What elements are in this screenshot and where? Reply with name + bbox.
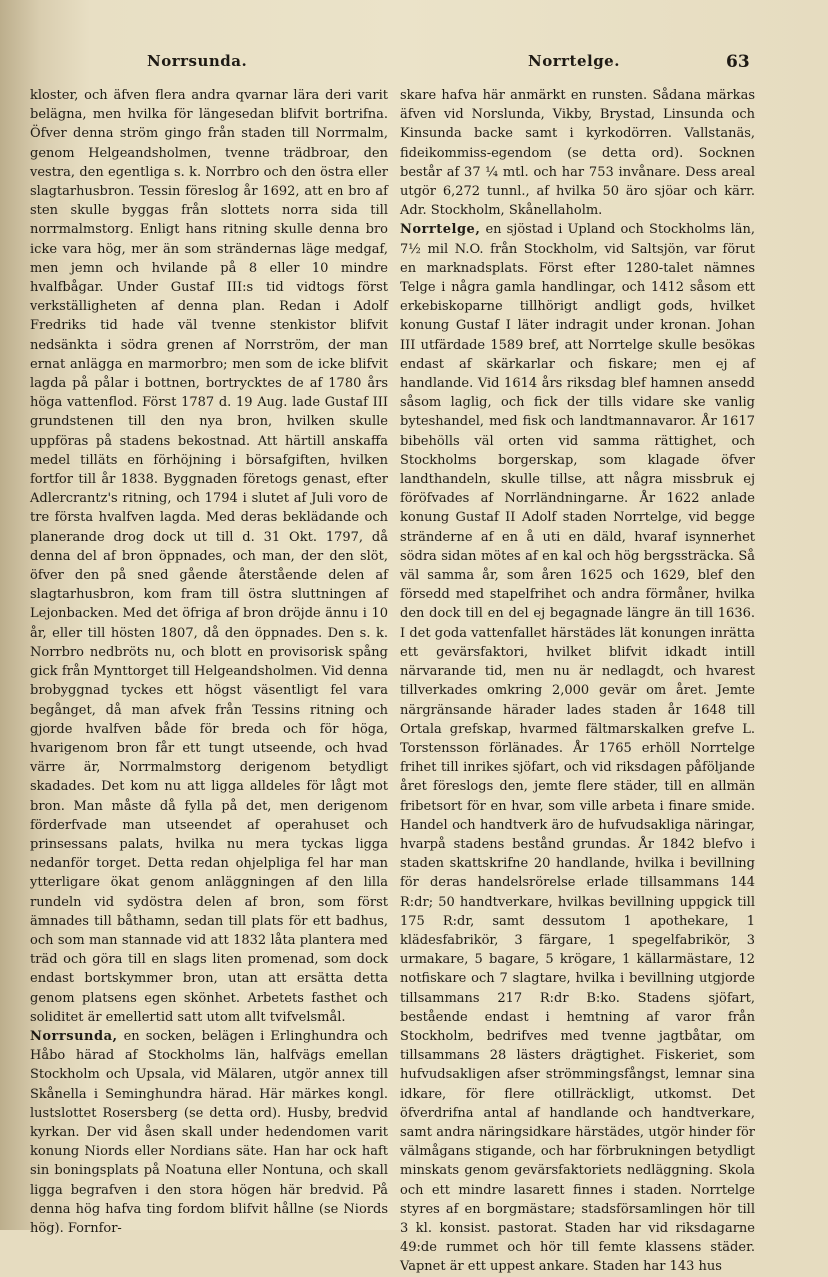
entry-text: en sjöstad i Upland och Stockholms län, 7½ mil N.O. från Stockholm, vid Saltsjön, var förut en marknadsplats. Först efter 1280-talet nämnes Telge i några gamla handlingar, och 1412 såsom ett erkebiskoparne tillhörigt andligt gods, hvilket konung Gustaf I läter indragit under kronan. Johan III utfärdade 1589 bref, att Norrtelge skulle besökas endast af skärkarlar och fiskare; men ej af handlande. Vid 1614 års riksdag blef hamnen ansedd såsom laglig, och fick der tills vidare ske vanlig byteshandel, med fisk och landtmannavaror. År 1617 bibehölls väl orten vid samma rättighet, och Stockholms borgerskap, som klagade öfver landthandeln, skulle tillse, att några missbruk ej föröfvades af Norrländningarne. År 1622 anlade konung Gustaf II Adolf staden Norrtelge, vid begge stränderne af en å uti en däld, hvaraf isynnerhet södra sidan mötes af en kal och hög bergssträcka. Så väl samma år, som åren 1625 och 1629, blef den försedd med stapelfrihet och andra förmåner, hvilka den dock till en del ej begagnade längre än till 1636. I det goda vattenfallet härstädes lät konungen inrätta ett gevärsfaktori, hvilket blifvit idkadt intill närvarande tid, men nu är nedlagdt, och hvarest tillverkades omkring 2,000 gevär om året. Jemte närgränsande härader lades staden år 1648 till Ortala grefskap, hvarmed fältmarskalken grefve L. Torstensson förlänades. År 1765 erhöll Norrtelge frihet till inrikes sjöfart, och vid riksdagen påföljande året föreslogs den, jemte flere städer, till en allmän fribetsort för en hvar, som ville arbeta i finare smide. Handel och handtverk äro de hufvudsakliga näringar, hvarpå stadens bestånd grundas. År 1842 blefvo i staden skattskrifne 20 handlande, hvilka i bevillning för deras handelsrörelse erlade tillsammans 144 R:dr; 50 handtverkare, hvilkas bevillning uppgick till 175 R:dr, samt dessutom 1 apothekare, 1 klädesfabrikör, 3 färgare, 1 spegelfabrikör, 3 urmakare, 5 bagare, 5 krögare, 1 källarmästare, 12 notfiskare och 7 slagtare, hvilka i bevillning utgjorde tillsammans 217 R:dr B:ko. Stadens sjöfart, bestående endast i hemtning af varor från Stockholm, bedrifves med tvenne jagtbåtar, om tillsammans 28 lästers drägtighet. Fiskeriet, som hufvudsakligen afser strömmingsfångst, lemnar sina idkare, för flere otillräckligt, utkomst. Det öfverdrifna antal af handlande och handtverkare, samt andra näringsidkare härstädes, utgör hinder för välmågans stigande, och har förbrukningen betydligt minskats genom gevärsfaktoriets nedläggning. Skola och ett mindre lasarett finnes i staden. Norrtelge styres af en borgmästare; stadsförsamlingen hör till 3 kl. konsist. pastorat. Staden har vid riksdagarne 49:de rummet och hör till femte klassens städer. Vapnet är ett uppest ankare. Staden har 143 hus (400, 222, 755, 1275)
entry-text: en socken, belägen i Erlinghundra och Håbo härad af Stockholms län, halfvägs emellan Stockholm och Upsala, vid Mälaren, utgör annex till Skånella i Seminghundra härad. Här märkes kongl. lustslottet Rosersberg (se detta ord). Husby, bredvid kyrkan. Der vid åsen skall under hedendomen varit konung Niords eller Nordians säte. Han har ock haft sin boningsplats på Noatuna eller Nontuna, och skall ligga begrafven i den stora högen här bredvid. På denna hög hafva ting fordom blifvit hållne (se Niords hög). Fornfor- (30, 1028, 388, 1236)
right-running-head: Norrtelge. (528, 52, 620, 70)
left-running-head: Norrsunda. (147, 52, 248, 70)
right-column (400, 86, 755, 1277)
entry-continuation-paragraph: skare hafva här anmärkt en runsten. Sådana märkas äfven vid Norslunda, Vikby, Brystad, Linsunda och Kinsunda backe samt i kyrkodörren. Vallstanäs, fideikommiss-egendom (se detta ord). Socknen består af 37 ¼ mtl. och har 753 invånare. Dess areal utgör 6,272 tunnl., af hvilka 50 äro sjöar och kärr. Adr. Stockholm, Skånellaholm. (400, 88, 755, 219)
left-column (30, 86, 388, 1238)
page-number: 63 (726, 52, 750, 72)
entry-norrsunda (30, 1027, 388, 1238)
entry-continuation-paragraph: kloster, och äfven flera andra qvarnar lära deri varit belägna, men hvilka för längesedan blifvit bortrifna. Öfver denna ström gingo från staden till Norrmalm, genom Helgeandsholmen, tvenne trädbroar, den vestra, den egentliga s. k. Norrbro och den östra eller slagtarhusbron. Tessin föreslog år 1692, att en bro af sten skulle byggas från slottets norra sida till norrmalmstorg. Enligt hans ritning skulle denna bro icke vara hög, mer än som strändernas läge medgaf, men jemn och hvilande på 8 eller 10 mindre hvalfbågar. Under Gustaf III:s tid vidtogs först verkställigheten af denna plan. Redan i Adolf Fredriks tid hade väl tvenne stenkistor blifvit nedsänkta i södra grenen af Norrström, der man ernat anlägga en marmorbro; men som de icke blifvit lagda på pålar i bottnen, bortrycktes de af 1780 års höga vattenflod. Först 1787 d. 19 Aug. lade Gustaf III grundstenen till den nya bron, hvilken skulle uppföras på stadens bekostnad. Att härtill anskaffa medel tilläts en förhöjning i börsafgiften, hvilken fortfor till år 1838. Byggnaden företogs genast, efter Adlercrantz's ritning, och 1794 i slutet af Juli voro de tre första hvalfven lagda. Med deras beklädande och planerande drog dock ut till d. 31 Okt. 1797, då denna del af bron öppnades, och man, der den slöt, öfver den på sned gående återstående delen af slagtarhusbron, kom fram till östra sluttningen af Lejonbacken. Med det öfriga af bron dröjde ännu i 10 år, eller till hösten 1807, då den öppnades. Den s. k. Norrbro nedbröts nu, och blott en provisorisk spång gick från Mynttorget till Helgeandsholmen. Vid denna brobyggnad tyckes ett högst väsentligt fel vara begånget, då man afvek från Tessins ritning och gjorde hvalfven både för breda och för höga, hvarigenom bron får ett tungt utseende, och hvad värre är, Norrmalmstorg derigenom betydligt skadades. Det kom nu att ligga alldeles för lågt mot bron. Man måste då fylla på det, men derigenom förderfvade man utseendet af operahuset och prinsessans palats, hvilka nu mera tyckas ligga nedanför torget. Detta redan ohjelpliga fel har man ytterligare ökat genom anläggningen af den lilla rundeln vid sydöstra delen af bron, som först ämnades till båthamn, sedan till plats för ett badhus, och som man stannade vid att 1832 låta plantera med träd och göra till en slags liten promenad, som dock endast bortskymmer bron, utan att ersätta detta genom platsens egen skönhet. Arbetets fasthet och soliditet är emellertid satt utom allt tvifvelsmål. (30, 88, 388, 1025)
entry-headword: Norrtelge, (400, 222, 481, 238)
entry-norrtelge (400, 220, 755, 1276)
entry-headword: Norrsunda, (30, 1028, 118, 1044)
page-header (0, 52, 828, 78)
